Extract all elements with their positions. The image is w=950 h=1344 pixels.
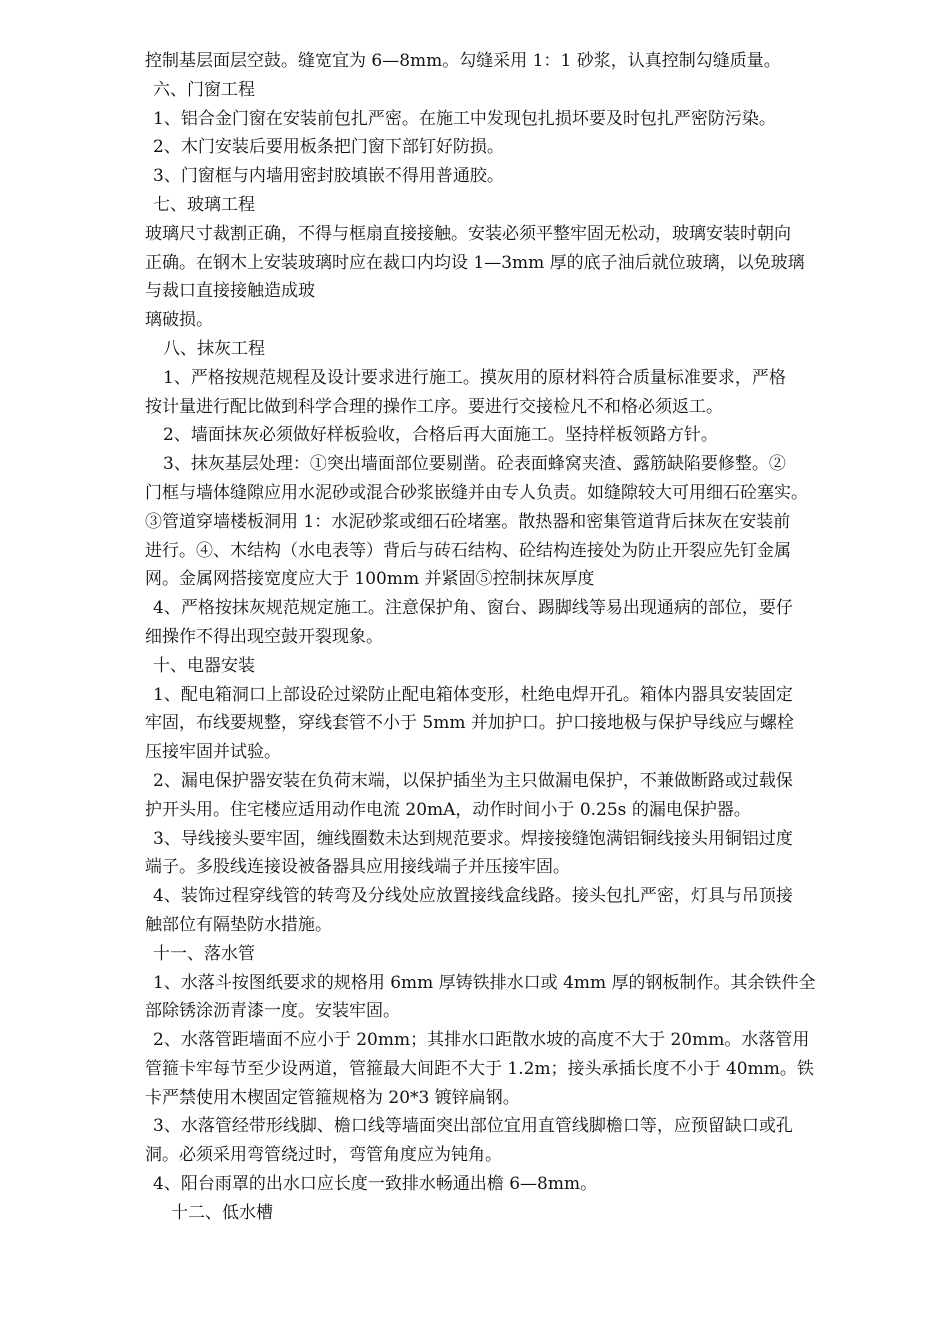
text-line: 4、装饰过程穿线管的转弯及分线处应放置接线盒线路。接头包扎严密，灯具与吊顶接 (153, 886, 793, 907)
text-line: 与裁口直接接触造成玻 (145, 281, 315, 302)
section-heading-doors-windows: 六、门窗工程 (153, 79, 255, 100)
text-line: 1、铝合金门窗在安装前包扎严密。在施工中发现包扎损坏要及时包扎严密防污染。 (153, 108, 776, 129)
text-line: 2、水落管距墙面不应小于 20mm；其排水口距散水坡的高度不大于 20mm。水落管用 (153, 1030, 810, 1051)
text-line: 部除锈涂沥青漆一度。安装牢固。 (145, 1001, 400, 1022)
text-line: 玻璃尺寸裁割正确，不得与框扇直接接触。安装必须平整牢固无松动，玻璃安装时朝向 (145, 223, 791, 244)
section-heading-electrical: 十、电器安装 (153, 655, 255, 676)
text-line: 正确。在钢木上安装玻璃时应在裁口内均设 1—3mm 厚的底子油后就位玻璃，以免玻璃 (145, 252, 805, 273)
text-line: 进行。④、木结构（水电表等）背后与砖石结构、砼结构连接处为防止开裂应先钉金属 (145, 540, 791, 561)
text-line: 管箍卡牢每节至少设两道，管箍最大间距不大于 1.2m；接头承插长度不小于 40mm。铁 (145, 1058, 814, 1079)
text-line: 门框与墙体缝隙应用水泥砂或混合砂浆嵌缝并由专人负责。如缝隙较大可用细石砼塞实。 (145, 482, 808, 503)
section-heading-downpipe: 十一、落水管 (153, 943, 255, 964)
text-line: 1、配电箱洞口上部设砼过梁防止配电箱体变形，杜绝电焊开孔。箱体内器具安装固定 (153, 684, 793, 705)
text-line: 控制基层面层空鼓。缝宽宜为 6—8mm。勾缝采用 1：1 砂浆，认真控制勾缝质量。 (145, 51, 781, 71)
text-line: 3、门窗框与内墙用密封胶填嵌不得用普通胶。 (153, 166, 504, 187)
text-line: 3、导线接头要牢固，缠线圈数未达到规范要求。焊接接缝饱满铝铜线接头用铜铝过度 (153, 828, 793, 849)
text-line: 3、抹灰基层处理：①突出墙面部位要剔凿。砼表面蜂窝夹渣、露筋缺陷要修整。② (163, 454, 786, 475)
section-heading-glass: 七、玻璃工程 (153, 194, 255, 215)
text-line: 4、严格按抹灰规范规定施工。注意保护角、窗台、踢脚线等易出现通病的部位，要仔 (153, 598, 793, 619)
text-line: 触部位有隔垫防水措施。 (145, 914, 332, 935)
text-line: 卡严禁使用木楔固定管箍规格为 20*3 镀锌扁钢。 (145, 1087, 520, 1108)
text-line: 3、水落管经带形线脚、檐口线等墙面突出部位宜用直管线脚檐口等，应预留缺口或孔 (153, 1116, 793, 1137)
text-line: 网。金属网搭接宽度应大于 100mm 并紧固⑤控制抹灰厚度 (145, 569, 595, 590)
text-line: 2、漏电保护器安装在负荷末端，以保护插坐为主只做漏电保护，不兼做断路或过载保 (153, 770, 793, 791)
text-line: 细操作不得出现空鼓开裂现象。 (145, 626, 383, 647)
text-line: 护开头用。住宅楼应适用动作电流 20mA，动作时间小于 0.25s 的漏电保护器。 (145, 799, 751, 820)
text-line: 2、木门安装后要用板条把门窗下部钉好防损。 (153, 137, 504, 158)
text-line: 按计量进行配比做到科学合理的操作工序。要进行交接检凡不和格必须返工。 (145, 396, 723, 417)
document-page (145, 47, 885, 1228)
section-heading-water-trough: 十二、低水槽 (171, 1202, 273, 1223)
text-line: ③管道穿墙楼板洞用 1：水泥砂浆或细石砼堵塞。散热器和密集管道背后抹灰在安装前 (145, 511, 791, 532)
text-line: 压接牢固并试验。 (145, 742, 281, 763)
text-line: 牢固，布线要规整，穿线套管不小于 5mm 并加护口。护口接地极与保护导线应与螺栓 (145, 713, 794, 734)
text-line: 洞。必须采用弯管绕过时，弯管角度应为钝角。 (145, 1145, 502, 1166)
text-line: 璃破损。 (145, 310, 213, 331)
text-line: 1、严格按规范规程及设计要求进行施工。摸灰用的原材料符合质量标准要求，严格 (163, 367, 786, 388)
text-line: 4、阳台雨罩的出水口应长度一致排水畅通出檐 6—8mm。 (153, 1174, 598, 1195)
text-line: 端子。多股线连接设被备器具应用接线端子并压接牢固。 (145, 857, 570, 878)
section-heading-plastering: 八、抹灰工程 (163, 338, 265, 359)
text-line: 2、墙面抹灰必须做好样板验收，合格后再大面施工。坚持样板领路方针。 (163, 425, 718, 446)
text-line: 1、水落斗按图纸要求的规格用 6mm 厚铸铁排水口或 4mm 厚的钢板制作。其余铁件全 (153, 972, 816, 993)
